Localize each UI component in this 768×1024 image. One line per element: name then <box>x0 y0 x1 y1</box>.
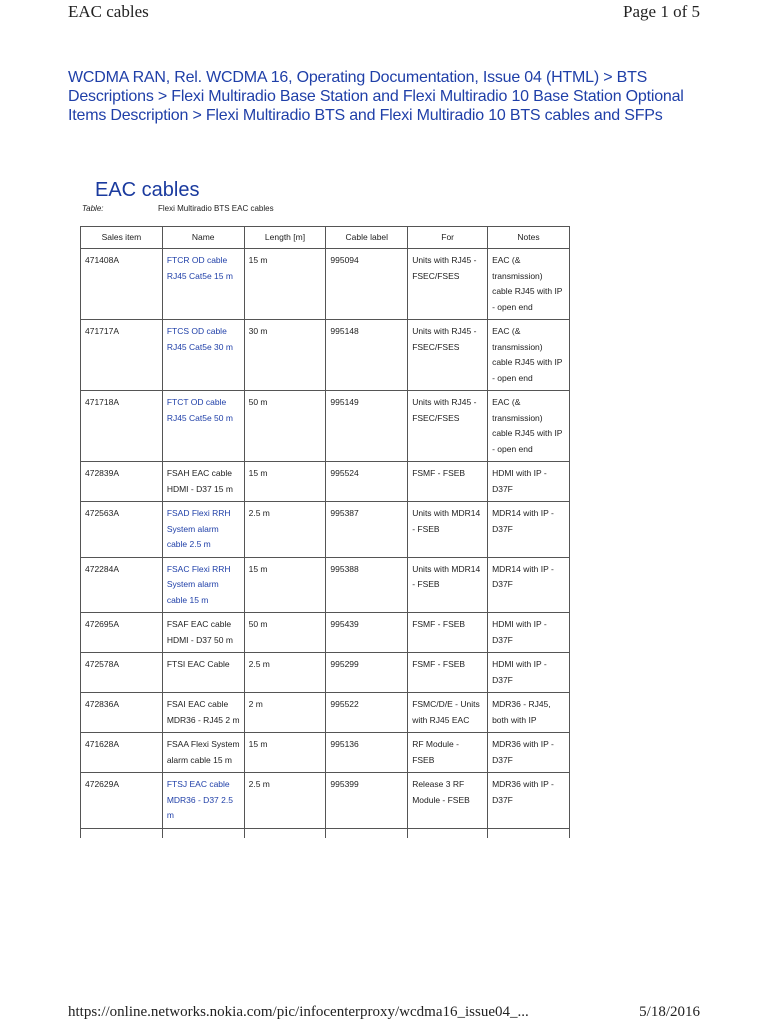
table-body <box>81 249 570 838</box>
sales-item-cell: 472836A <box>81 693 163 733</box>
name-cell: FTSI EAC Cable <box>162 653 244 693</box>
table-row <box>81 249 570 320</box>
sales-item-cell: 472284A <box>81 557 163 613</box>
cable-label-cell: 995439 <box>326 613 408 653</box>
cable-label-cell: 995136 <box>326 733 408 773</box>
cable-label-cell: 995524 <box>326 462 408 502</box>
section-title: EAC cables <box>95 179 200 202</box>
notes-cell: MDR36 with IP - D37F <box>488 773 570 829</box>
for-cell: FSMF - FSEB <box>408 653 488 693</box>
length-cell: 15 m <box>244 733 326 773</box>
name-cell: FSAH EAC cable HDMI - D37 15 m <box>162 462 244 502</box>
table-row <box>81 653 570 693</box>
cable-label-cell: 995399 <box>326 773 408 829</box>
for-cell: FSMF - FSEB <box>408 613 488 653</box>
print-date: 5/18/2016 <box>639 1004 700 1020</box>
name-cell: FSAF EAC cable HDMI - D37 50 m <box>162 613 244 653</box>
page-indicator: Page 1 of 5 <box>623 2 700 21</box>
sales-item-cell: 472695A <box>81 613 163 653</box>
table-caption-text: Flexi Multiradio BTS EAC cables <box>158 204 274 213</box>
name-cell: FSAI EAC cable MDR36 - RJ45 2 m <box>162 693 244 733</box>
sales-item-cell: 471718A <box>81 391 163 462</box>
cable-label-cell: 995522 <box>326 693 408 733</box>
cable-label-cell: 995388 <box>326 557 408 613</box>
notes-cell: HDMI with IP - D37F <box>488 613 570 653</box>
name-link[interactable]: FTCR OD cable RJ45 Cat5e 15 m <box>162 249 244 320</box>
table-caption <box>82 204 274 213</box>
table-row <box>81 391 570 462</box>
table-row <box>81 613 570 653</box>
empty-cell <box>326 828 408 838</box>
breadcrumb-link-bts-descriptions[interactable]: BTS Descriptions <box>68 69 648 105</box>
sales-item-cell: 472629A <box>81 773 163 829</box>
length-cell: 15 m <box>244 249 326 320</box>
length-cell: 15 m <box>244 557 326 613</box>
for-cell: FSMC/D/E - Units with RJ45 EAC <box>408 693 488 733</box>
table-caption-label: Table: <box>82 204 104 213</box>
for-cell: Units with MDR14 - FSEB <box>408 557 488 613</box>
print-footer <box>68 1004 700 1024</box>
empty-cell <box>488 828 570 838</box>
sales-item-cell: 472578A <box>81 653 163 693</box>
empty-cell <box>408 828 488 838</box>
column-header-sales-item: Sales item <box>81 227 163 249</box>
print-header <box>68 2 700 24</box>
sales-item-cell: 471628A <box>81 733 163 773</box>
breadcrumb-separator: > <box>153 88 172 105</box>
length-cell: 2.5 m <box>244 502 326 558</box>
sales-item-cell: 471408A <box>81 249 163 320</box>
length-cell: 50 m <box>244 613 326 653</box>
name-link[interactable]: FSAC Flexi RRH System alarm cable 15 m <box>162 557 244 613</box>
empty-cell <box>244 828 326 838</box>
column-header-for: For <box>408 227 488 249</box>
notes-cell: MDR36 - RJ45, both with IP <box>488 693 570 733</box>
for-cell: Units with MDR14 - FSEB <box>408 502 488 558</box>
length-cell: 2 m <box>244 693 326 733</box>
name-cell: FSAA Flexi System alarm cable 15 m <box>162 733 244 773</box>
notes-cell: EAC (& transmission) cable RJ45 with IP - open end <box>488 391 570 462</box>
breadcrumb-separator: > <box>598 69 617 86</box>
for-cell: Units with RJ45 - FSEC/FSES <box>408 249 488 320</box>
sales-item-cell: 472839A <box>81 462 163 502</box>
page-url: https://online.networks.nokia.com/pic/infocenterproxy/wcdma16_issue04_... <box>68 1004 529 1020</box>
breadcrumb-link-wcdma-ran[interactable]: WCDMA RAN, Rel. WCDMA 16, Operating Documentation, Issue 04 (HTML) <box>68 69 599 86</box>
table-row-continued <box>81 828 570 838</box>
length-cell: 30 m <box>244 320 326 391</box>
for-cell: RF Module - FSEB <box>408 733 488 773</box>
table-row <box>81 693 570 733</box>
sales-item-cell: 471717A <box>81 320 163 391</box>
for-cell: FSMF - FSEB <box>408 462 488 502</box>
column-header-length: Length [m] <box>244 227 326 249</box>
name-link[interactable]: FTCS OD cable RJ45 Cat5e 30 m <box>162 320 244 391</box>
table-row <box>81 320 570 391</box>
length-cell: 2.5 m <box>244 773 326 829</box>
name-link[interactable]: FSAD Flexi RRH System alarm cable 2.5 m <box>162 502 244 558</box>
notes-cell: EAC (& transmission) cable RJ45 with IP - open end <box>488 320 570 391</box>
name-link[interactable]: FTCT OD cable RJ45 Cat5e 50 m <box>162 391 244 462</box>
table-row <box>81 773 570 829</box>
column-header-name: Name <box>162 227 244 249</box>
breadcrumb <box>68 68 688 125</box>
notes-cell: MDR36 with IP - D37F <box>488 733 570 773</box>
notes-cell: HDMI with IP - D37F <box>488 653 570 693</box>
breadcrumb-link-cables-sfps[interactable]: Flexi Multiradio BTS and Flexi Multiradio 10 BTS cables and SFPs <box>205 107 663 124</box>
sales-item-cell: 472563A <box>81 502 163 558</box>
notes-cell: MDR14 with IP - D37F <box>488 557 570 613</box>
breadcrumb-link-optional-items[interactable]: Flexi Multiradio Base Station and Flexi Multiradio 10 Base Station Optional Items Description <box>68 88 684 124</box>
for-cell: Units with RJ45 - FSEC/FSES <box>408 391 488 462</box>
print-header-title: EAC cables <box>68 2 149 21</box>
notes-cell: MDR14 with IP - D37F <box>488 502 570 558</box>
column-header-notes: Notes <box>488 227 570 249</box>
eac-cables-table <box>80 226 570 838</box>
table-row <box>81 502 570 558</box>
for-cell: Units with RJ45 - FSEC/FSES <box>408 320 488 391</box>
cable-label-cell: 995149 <box>326 391 408 462</box>
cable-label-cell: 995387 <box>326 502 408 558</box>
column-header-cable-label: Cable label <box>326 227 408 249</box>
cable-label-cell: 995094 <box>326 249 408 320</box>
name-link[interactable]: FTSJ EAC cable MDR36 - D37 2.5 m <box>162 773 244 829</box>
length-cell: 2.5 m <box>244 653 326 693</box>
empty-cell <box>162 828 244 838</box>
for-cell: Release 3 RF Module - FSEB <box>408 773 488 829</box>
table-row <box>81 462 570 502</box>
cable-label-cell: 995148 <box>326 320 408 391</box>
length-cell: 15 m <box>244 462 326 502</box>
cable-label-cell: 995299 <box>326 653 408 693</box>
table-header-row <box>81 227 570 249</box>
notes-cell: HDMI with IP - D37F <box>488 462 570 502</box>
empty-cell <box>81 828 163 838</box>
notes-cell: EAC (& transmission) cable RJ45 with IP - open end <box>488 249 570 320</box>
length-cell: 50 m <box>244 391 326 462</box>
breadcrumb-separator: > <box>188 107 206 124</box>
table-row <box>81 557 570 613</box>
table-row <box>81 733 570 773</box>
